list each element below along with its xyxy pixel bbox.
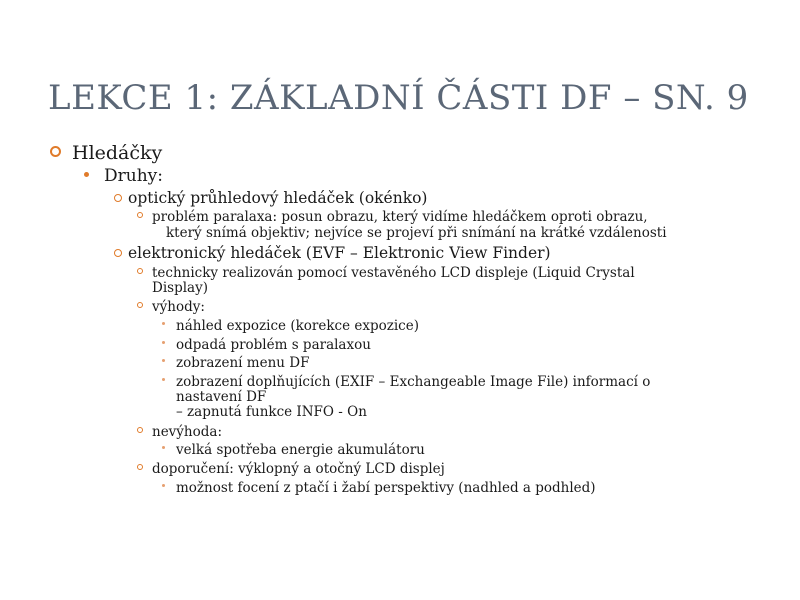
text-vyhoda-2: odpadá problém s paralaxou <box>176 337 371 353</box>
label-vyhody: výhody: <box>152 299 205 315</box>
item-opticky: optický průhledový hledáček (okénko) <box>128 189 428 207</box>
text-technicky-line1: technicky realizován pomocí vestavěného LCD displeje (Liquid Crystal <box>152 265 635 281</box>
level4-bullet-icon <box>137 427 143 433</box>
text-vyhoda-3: zobrazení menu DF <box>176 355 310 371</box>
level2-bullet-icon <box>84 172 89 177</box>
level5-bullet-icon <box>162 446 165 449</box>
text-vyhoda-1: náhled expozice (korekce expozice) <box>176 318 419 334</box>
heading-hledacky: Hledáčky <box>72 142 163 164</box>
text-vyhoda-4-line2: nastavení DF <box>176 389 267 405</box>
level5-bullet-icon <box>162 359 165 362</box>
level3-bullet-icon <box>114 194 122 202</box>
text-paralaxa-line2: který snímá objektiv; nejvíce se projeví při snímání na krátké vzdálenosti <box>166 225 667 241</box>
level4-bullet-icon <box>137 302 143 308</box>
level4-bullet-icon <box>137 212 143 218</box>
text-vyhoda-4-line3: – zapnutá funkce INFO - On <box>176 404 367 420</box>
text-vyhoda-4-line1: zobrazení doplňujících (EXIF – Exchangeable Image File) informací o <box>176 374 651 390</box>
label-druhy: Druhy: <box>104 166 163 186</box>
level5-bullet-icon <box>162 322 165 325</box>
level1-bullet-icon <box>50 146 61 157</box>
text-technicky-line2: Display) <box>152 280 208 296</box>
text-paralaxa-line1: problém paralaxa: posun obrazu, který vidíme hledáčkem oproti obrazu, <box>152 209 648 225</box>
level5-bullet-icon <box>162 484 165 487</box>
level5-bullet-icon <box>162 378 165 381</box>
level5-bullet-icon <box>162 341 165 344</box>
level4-bullet-icon <box>137 464 143 470</box>
level4-bullet-icon <box>137 268 143 274</box>
text-doporuceni-1: možnost focení z ptačí i žabí perspektivy (nadhled a podhled) <box>176 480 596 496</box>
label-doporuceni: doporučení: výklopný a otočný LCD displej <box>152 461 445 477</box>
label-nevyhoda: nevýhoda: <box>152 424 222 440</box>
item-elektronicky: elektronický hledáček (EVF – Elektronic View Finder) <box>128 244 551 262</box>
slide-title: LEKCE 1: ZÁKLADNÍ ČÁSTI DF – SN. 9 <box>48 78 749 118</box>
level3-bullet-icon <box>114 249 122 257</box>
text-nevyhoda-1: velká spotřeba energie akumulátoru <box>176 442 425 458</box>
